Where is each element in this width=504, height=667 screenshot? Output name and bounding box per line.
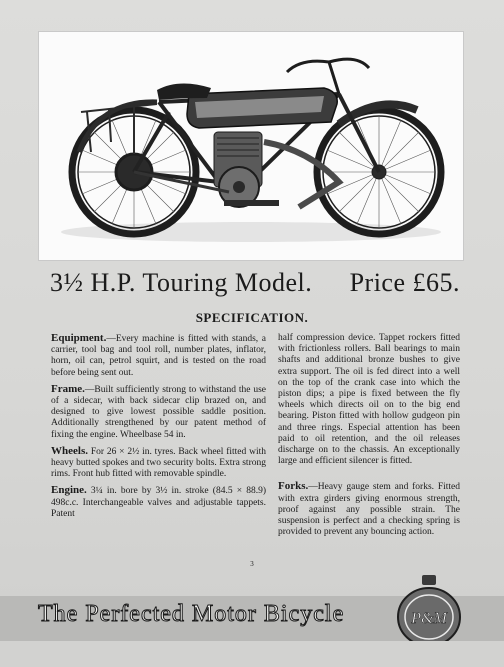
spec-engine bbox=[51, 485, 266, 520]
model-price: Price £65. bbox=[349, 268, 460, 297]
motorcycle-photo bbox=[39, 32, 463, 260]
spec-label: Engine. bbox=[51, 484, 87, 497]
spec-label: Equipment. bbox=[51, 332, 107, 344]
spec-text: —Heavy gauge stem and forks. Fitted with extra girders giving enormous strength, proof against any possible strain. The suspension is perfect and a checking spring is provided to prevent any bouncing action. bbox=[278, 482, 460, 538]
page-number: 3 bbox=[250, 560, 254, 568]
spec-frame bbox=[51, 384, 266, 441]
spec-wheels bbox=[51, 446, 266, 481]
spec-text: half compression device. Tappet rockers fitted with frictionless rollers. Ball bearings to main shafts and additional bronze bushes to give extra support. The oil is fed direct into a well on the top of the crank case into which the piston dips; a pipe is fixed between the fly wheels which directs oil on to the big end bearing. Piston fitted with hollow gudgeon pin and three rings. Especial attention has been paid to oil retention, and the oil releases discharge on to the chassis. An exceptionally large and efficient silencer is fitted. bbox=[278, 333, 460, 467]
motorcycle-illustration bbox=[39, 32, 463, 260]
spec-text: For 26 × 2½ in. tyres. Back wheel fitted with heavy butted spokes and two security bolts. Extra strong rims. Front hub fitted with removable spindle. bbox=[51, 446, 266, 480]
spec-label: Frame. bbox=[51, 382, 85, 395]
spec-label: Forks. bbox=[278, 480, 309, 493]
engine bbox=[214, 132, 262, 207]
spec-text: 3¼ in. bore by 3½ in. stroke (84.5 × 88.9) 498c.c. Interchangeable valves and adjustable tappets. Patent bbox=[51, 486, 266, 519]
spec-text: —Every machine is fitted with stands, a carrier, tool bag and tool roll, number plates, inflator, horn, oil can, petrol squirt, and is tested on the road before being sent out. bbox=[51, 334, 266, 378]
spec-text: —Built sufficiently strong to withstand the use of a sidecar, with back sidecar clip brazed on, and designed to give lowest possible saddle position. Additionally strengthened by our patent method of fixing the engine. Wheelbase 54 in. bbox=[51, 384, 266, 440]
title-row bbox=[50, 268, 460, 304]
spec-column-left bbox=[51, 333, 266, 525]
specification-heading: SPECIFICATION. bbox=[195, 310, 309, 325]
bottom-margin bbox=[0, 641, 504, 667]
spec-engine-continued bbox=[278, 333, 460, 467]
spec-equipment bbox=[51, 333, 266, 379]
spec-column-right bbox=[278, 333, 460, 543]
footer-slogan: The Perfected Motor Bicycle bbox=[38, 601, 345, 627]
model-name: 3½ H.P. Touring Model. bbox=[50, 268, 313, 297]
spec-label: Wheels. bbox=[51, 444, 88, 457]
pm-logo-badge bbox=[396, 573, 462, 649]
svg-text:P&M: P&M bbox=[411, 610, 447, 627]
spec-forks bbox=[278, 481, 460, 538]
